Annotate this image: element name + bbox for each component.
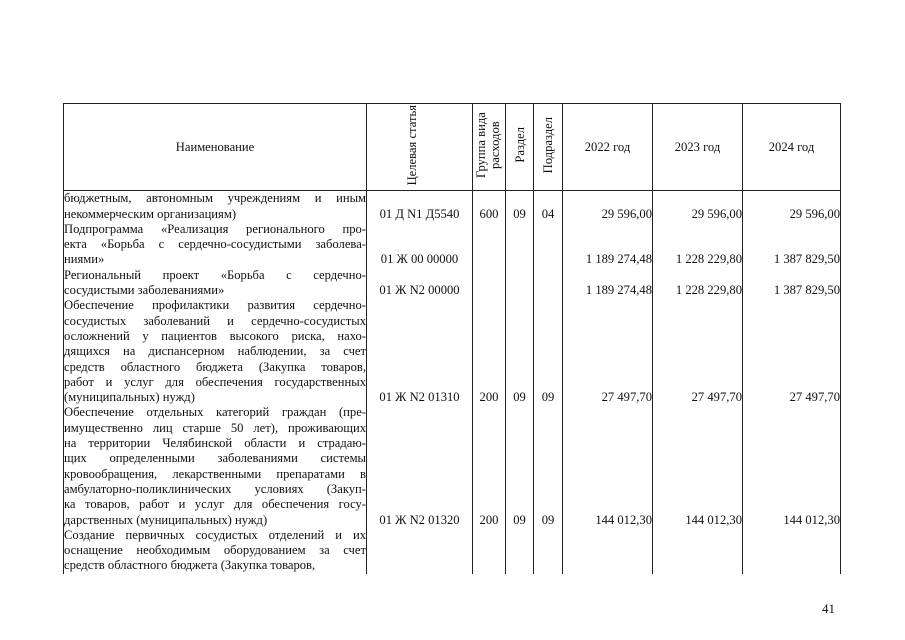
row-expense-group: 600 xyxy=(473,191,506,222)
table-row xyxy=(64,191,841,222)
row-name-line: амбулаторно-поликлинических условиях (Закуп- xyxy=(64,481,366,496)
row-name-line: оснащение необходимым оборудованием за счет xyxy=(64,543,366,558)
row-value-2023: 144 012,30 xyxy=(653,405,743,527)
row-expense-group: 200 xyxy=(473,298,506,405)
row-name-line: Подпрограмма «Реализация регионального про- xyxy=(64,221,366,236)
row-name-line: бюджетным, автономным учреждениям и иным xyxy=(64,191,366,206)
header-group-label: Группа вида расходов xyxy=(474,112,502,178)
header-2023: 2023 год xyxy=(653,104,743,191)
row-name-line: сосудистыми заболеваниями» xyxy=(64,283,225,298)
budget-table xyxy=(63,103,841,574)
row-target-code: 01 Ж N2 01320 xyxy=(367,405,473,527)
row-target-code: 01 Ж N2 00000 xyxy=(367,268,473,299)
table-header-row xyxy=(64,104,841,191)
header-target-label: Целевая статья xyxy=(404,104,419,186)
row-value-2024 xyxy=(743,528,841,574)
row-name xyxy=(64,222,367,268)
row-name-line: дарственных (муниципальных) нужд) xyxy=(64,512,268,527)
row-subsection xyxy=(534,268,563,299)
header-target xyxy=(367,104,473,191)
row-name-line: кровообращения, лекарственными препаратами в xyxy=(64,466,366,481)
row-target-code xyxy=(367,528,473,574)
row-name xyxy=(64,268,367,299)
row-name xyxy=(64,298,367,405)
row-expense-group xyxy=(473,222,506,268)
row-subsection xyxy=(534,222,563,268)
row-subsection: 09 xyxy=(534,298,563,405)
row-name-line: екта «Борьба с сердечно-сосудистыми заболева- xyxy=(64,237,366,252)
table-row xyxy=(64,405,841,527)
row-section xyxy=(506,528,534,574)
row-value-2023: 1 228 229,80 xyxy=(653,222,743,268)
row-value-2023: 27 497,70 xyxy=(653,298,743,405)
table-row xyxy=(64,298,841,405)
row-name-line: дящихся на диспансерном наблюдении, за счет xyxy=(64,344,366,359)
row-name-line: на территории Челябинской области и страдаю- xyxy=(64,436,366,451)
row-name-line: некоммерческим организациям) xyxy=(64,206,237,221)
row-name-line: осложнений у пациентов высокого риска, нахо- xyxy=(64,328,366,343)
header-section xyxy=(506,104,534,191)
row-value-2022: 27 497,70 xyxy=(563,298,653,405)
row-name-line: сосудистых заболеваний и сердечно-сосудистых xyxy=(64,313,366,328)
row-name-line: средств областного бюджета (Закупка товаров, xyxy=(64,359,366,374)
row-expense-group: 200 xyxy=(473,405,506,527)
row-name-line: Обеспечение отдельных категорий граждан (пре- xyxy=(64,405,366,420)
row-value-2024: 27 497,70 xyxy=(743,298,841,405)
row-subsection: 09 xyxy=(534,405,563,527)
header-subsection-label: Подраздел xyxy=(541,116,555,174)
header-section-label: Раздел xyxy=(512,127,527,163)
table-row xyxy=(64,268,841,299)
row-value-2022: 144 012,30 xyxy=(563,405,653,527)
header-2022: 2022 год xyxy=(563,104,653,191)
row-section xyxy=(506,268,534,299)
row-target-code: 01 Ж N2 01310 xyxy=(367,298,473,405)
row-section xyxy=(506,222,534,268)
row-name-line: Создание первичных сосудистых отделений и их xyxy=(64,527,366,542)
row-value-2022: 1 189 274,48 xyxy=(563,222,653,268)
row-name-line: Региональный проект «Борьба с сердечно- xyxy=(64,267,366,282)
row-value-2024: 1 387 829,50 xyxy=(743,222,841,268)
row-value-2022 xyxy=(563,528,653,574)
header-group xyxy=(473,104,506,191)
row-value-2023: 1 228 229,80 xyxy=(653,268,743,299)
row-value-2022: 1 189 274,48 xyxy=(563,268,653,299)
row-target-code: 01 Ж 00 00000 xyxy=(367,222,473,268)
row-name xyxy=(64,528,367,574)
table-row xyxy=(64,528,841,574)
row-name-line: работ и услуг для обеспечения государственных xyxy=(64,374,366,389)
row-value-2022: 29 596,00 xyxy=(563,191,653,222)
row-name-line: имущественно лиц старше 50 лет), проживающих xyxy=(64,420,366,435)
row-value-2024: 29 596,00 xyxy=(743,191,841,222)
row-name-line: Обеспечение профилактики развития сердечно- xyxy=(64,298,366,313)
row-section: 09 xyxy=(506,405,534,527)
header-name: Наименование xyxy=(64,104,367,191)
row-target-code: 01 Д N1 Д5540 xyxy=(367,191,473,222)
table-body xyxy=(64,191,841,574)
row-section: 09 xyxy=(506,298,534,405)
header-2024: 2024 год xyxy=(743,104,841,191)
row-name-line: ка товаров, работ и услуг для обеспечения госу- xyxy=(64,497,366,512)
row-name-line: средств областного бюджета (Закупка товаров, xyxy=(64,558,316,573)
row-expense-group xyxy=(473,268,506,299)
row-value-2023 xyxy=(653,528,743,574)
header-subsection xyxy=(534,104,563,191)
row-value-2023: 29 596,00 xyxy=(653,191,743,222)
row-subsection: 04 xyxy=(534,191,563,222)
row-expense-group xyxy=(473,528,506,574)
row-name xyxy=(64,191,367,222)
page-number: 41 xyxy=(822,601,835,616)
row-value-2024: 144 012,30 xyxy=(743,405,841,527)
row-section: 09 xyxy=(506,191,534,222)
row-value-2024: 1 387 829,50 xyxy=(743,268,841,299)
row-name-line: ниями» xyxy=(64,252,105,267)
row-name-line: (муниципальных) нужд) xyxy=(64,390,195,405)
row-name xyxy=(64,405,367,527)
row-name-line: щих определенными заболеваниями системы xyxy=(64,451,366,466)
table-row xyxy=(64,222,841,268)
row-subsection xyxy=(534,528,563,574)
